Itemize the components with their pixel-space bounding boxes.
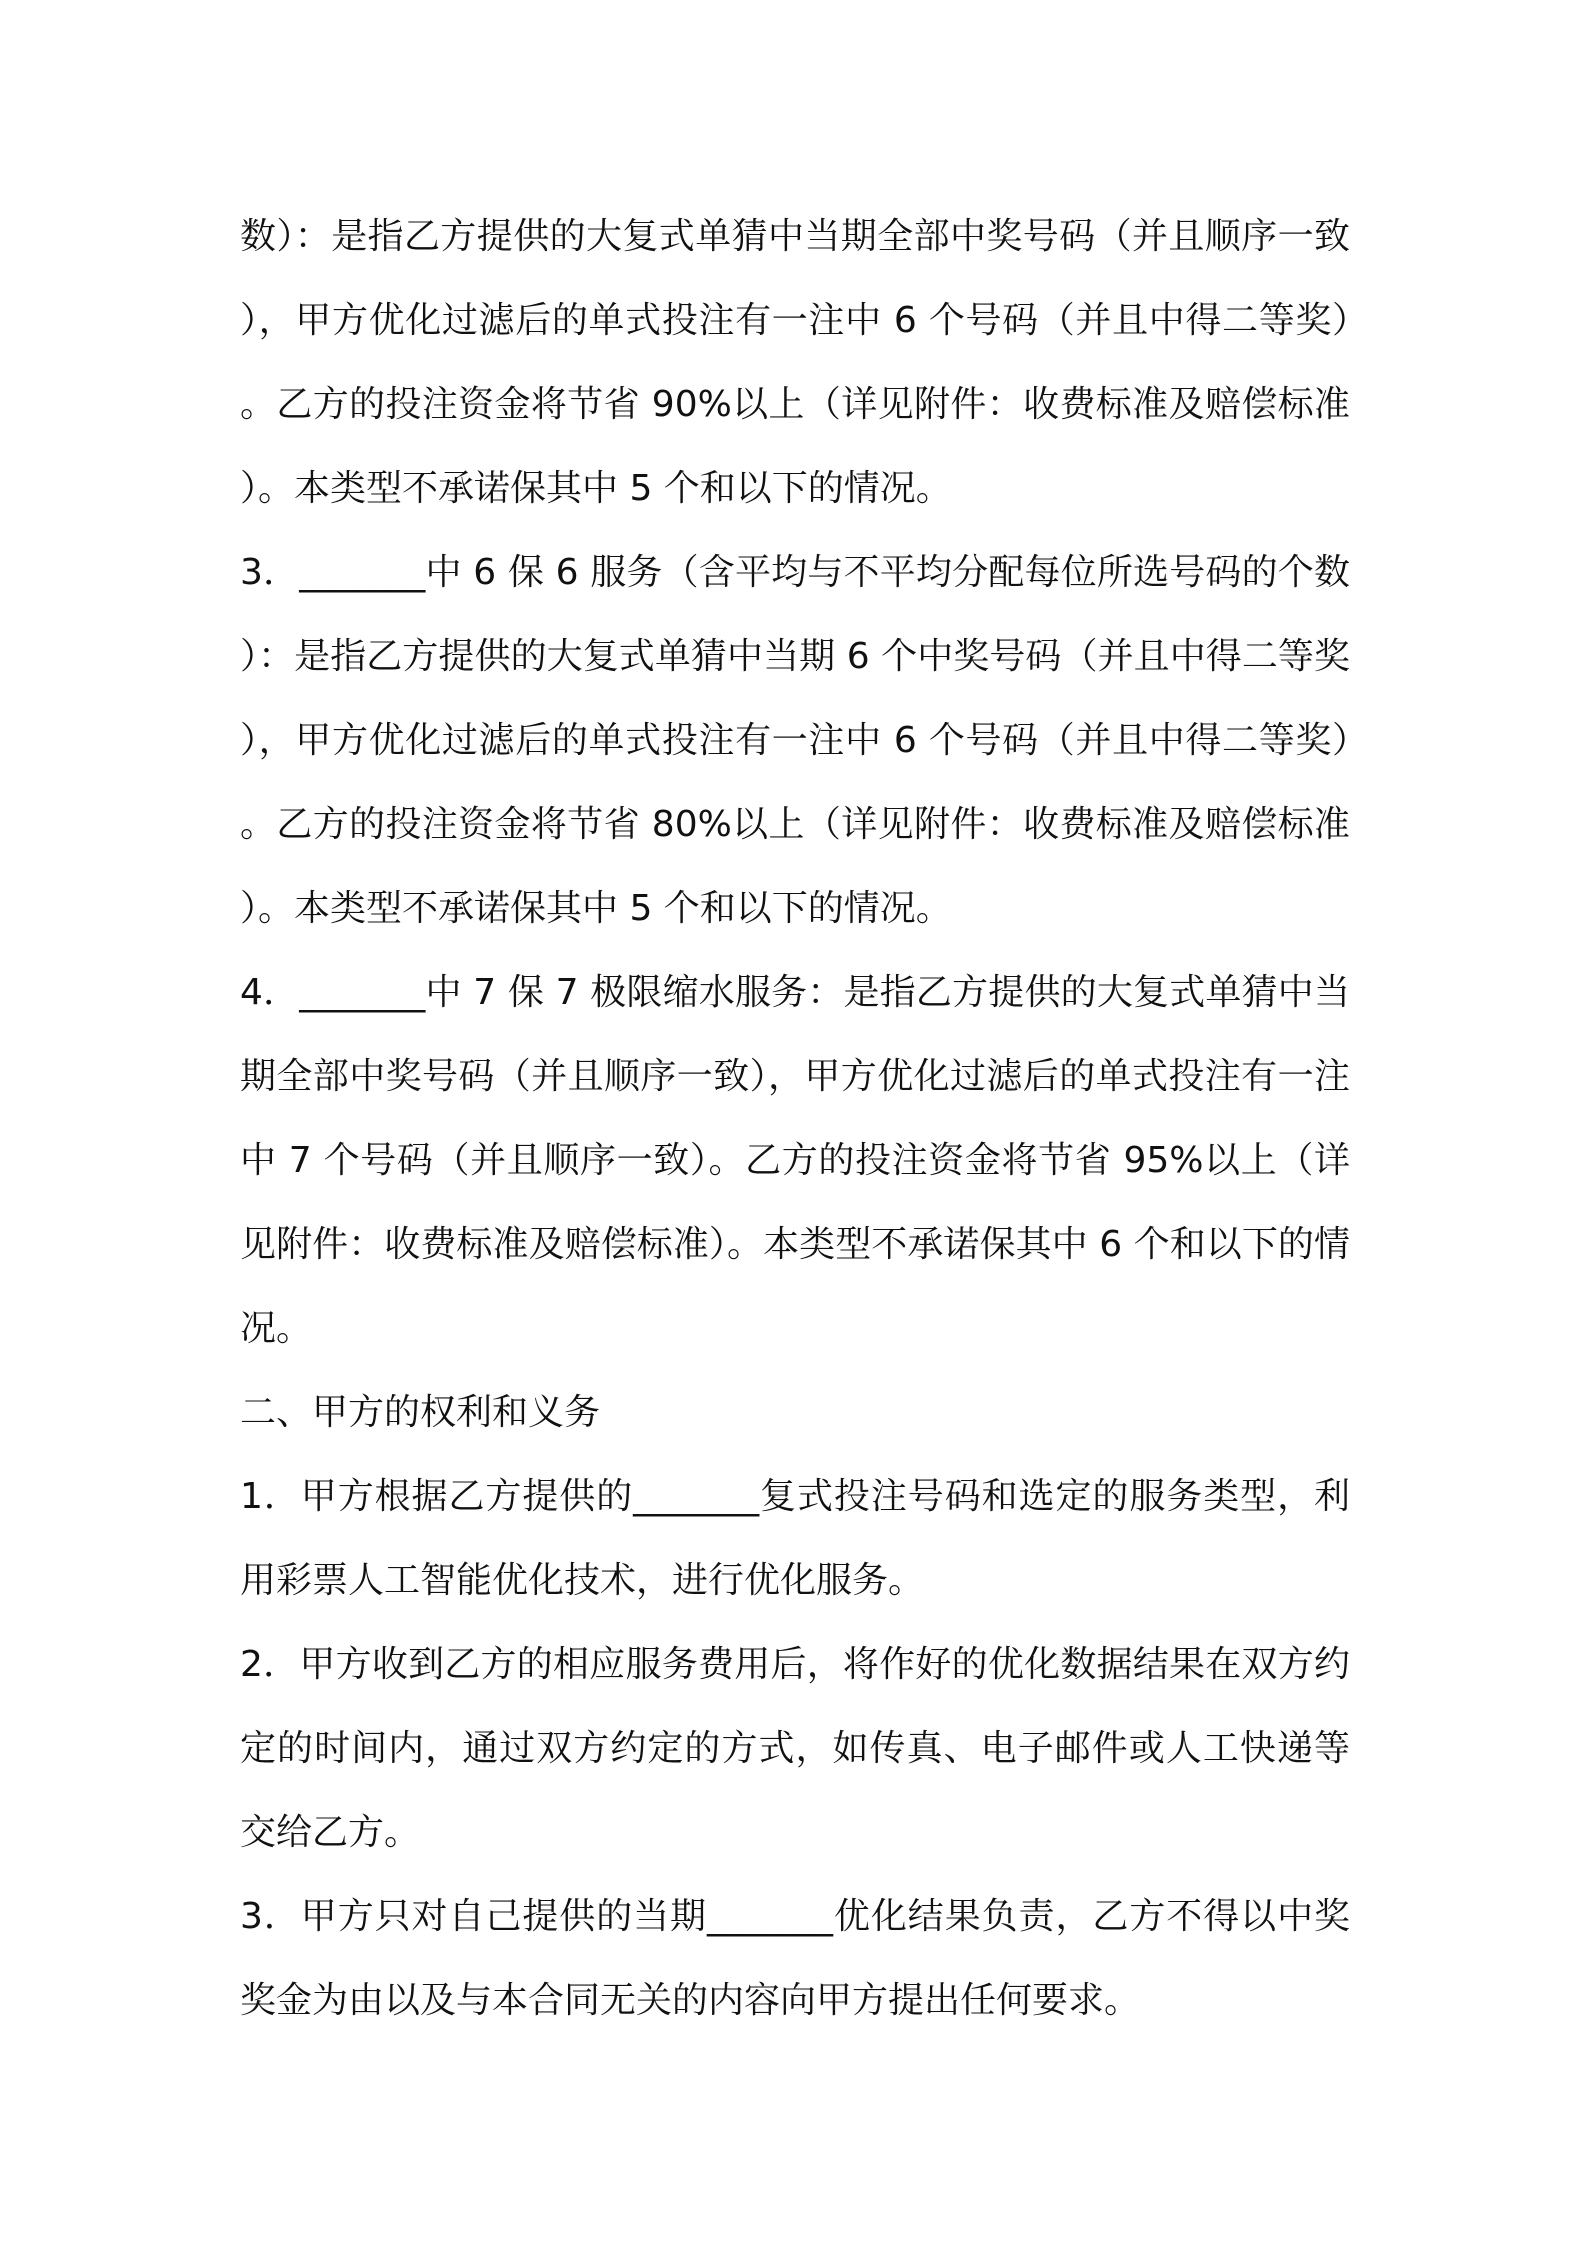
section-heading: 二、甲方的权利和义务 [240, 1392, 601, 1433]
paragraph-item-4: 4．_______中 7 保 7 极限缩水服务：是指乙方提供的大复式单猜中当期全部中奖号码（并且顺序一致），甲方优化过滤后的单式投注有一注中 7 个号码（并且顺序一致）。乙方的投注资金将节省 95%以上（详见附件：收费标准及赔偿标准）。本类型不承诺保其中 6 个和以下的情况。 [240, 972, 1350, 1349]
paragraph-rights-1: 1．甲方根据乙方提供的_______复式投注号码和选定的服务类型，利用彩票人工智能优化技术，进行优化服务。 [240, 1476, 1350, 1601]
paragraph-item-3: 3．_______中 6 保 6 服务（含平均与不平均分配每位所选号码的个数）：是指乙方提供的大复式单猜中当期 6 个中奖号码（并且中得二等奖），甲方优化过滤后的单式投注有一注中 6 个号码（并且中得二等奖）。乙方的投注资金将节省 80%以上（详见附件：收费标准及赔偿标准）。本类型不承诺保其中 5 个和以下的情况。 [240, 552, 1350, 929]
paragraph-rights-3: 3．甲方只对自己提供的当期_______优化结果负责，乙方不得以中奖奖金为由以及与本合同无关的内容向甲方提出任何要求。 [240, 1896, 1350, 2021]
document-body [240, 195, 1350, 2043]
paragraph-rights-2: 2．甲方收到乙方的相应服务费用后，将作好的优化数据结果在双方约定的时间内，通过双方约定的方式，如传真、电子邮件或人工快递等交给乙方。 [240, 1644, 1350, 1853]
paragraph-continuation: 数）：是指乙方提供的大复式单猜中当期全部中奖号码（并且顺序一致），甲方优化过滤后的单式投注有一注中 6 个号码（并且中得二等奖）。乙方的投注资金将节省 90%以上（详见附件：收费标准及赔偿标准）。本类型不承诺保其中 5 个和以下的情况。 [240, 216, 1350, 509]
